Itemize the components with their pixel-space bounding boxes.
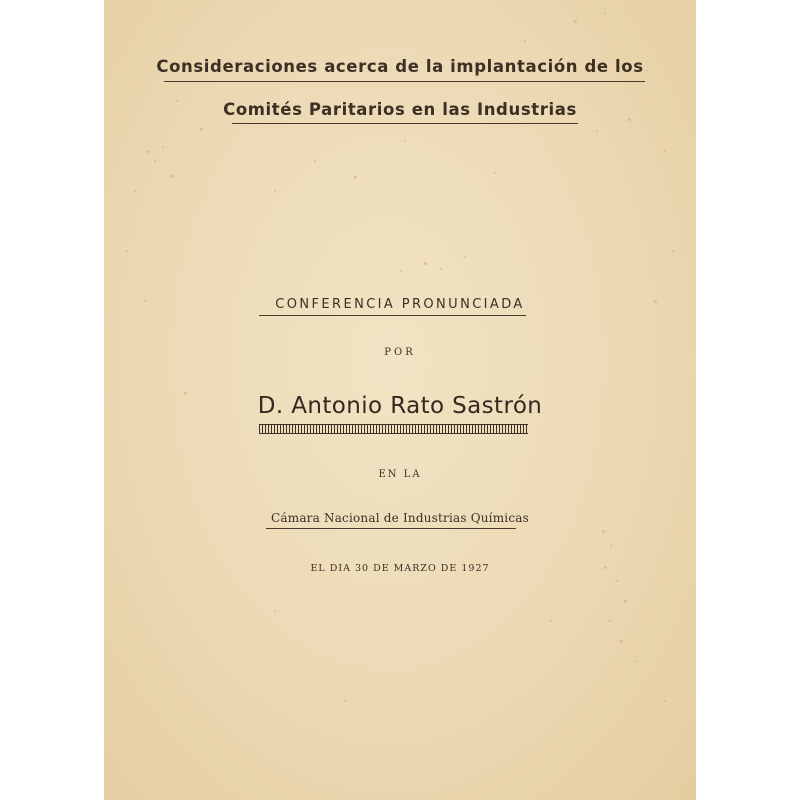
por-label: POR bbox=[384, 347, 416, 358]
title-line-1: Consideraciones acerca de la implantación de los bbox=[156, 57, 644, 76]
author-name: D. Antonio Rato Sastrón bbox=[257, 393, 543, 419]
lecture-date: EL DIA 30 DE MARZO DE 1927 bbox=[310, 563, 490, 574]
title-line-2-underline bbox=[232, 123, 578, 124]
title-line-1-underline bbox=[164, 81, 645, 82]
document-page bbox=[104, 0, 696, 800]
title-line-2: Comités Paritarios en las Industrias bbox=[223, 100, 577, 119]
en-la-label: EN LA bbox=[378, 469, 422, 480]
institution-underline bbox=[266, 528, 516, 529]
subtitle-underline bbox=[259, 315, 526, 316]
author-ornamental-underline bbox=[259, 424, 528, 434]
subtitle: CONFERENCIA PRONUNCIADA bbox=[275, 297, 525, 312]
institution-name: Cámara Nacional de Industrias Químicas bbox=[271, 511, 529, 525]
